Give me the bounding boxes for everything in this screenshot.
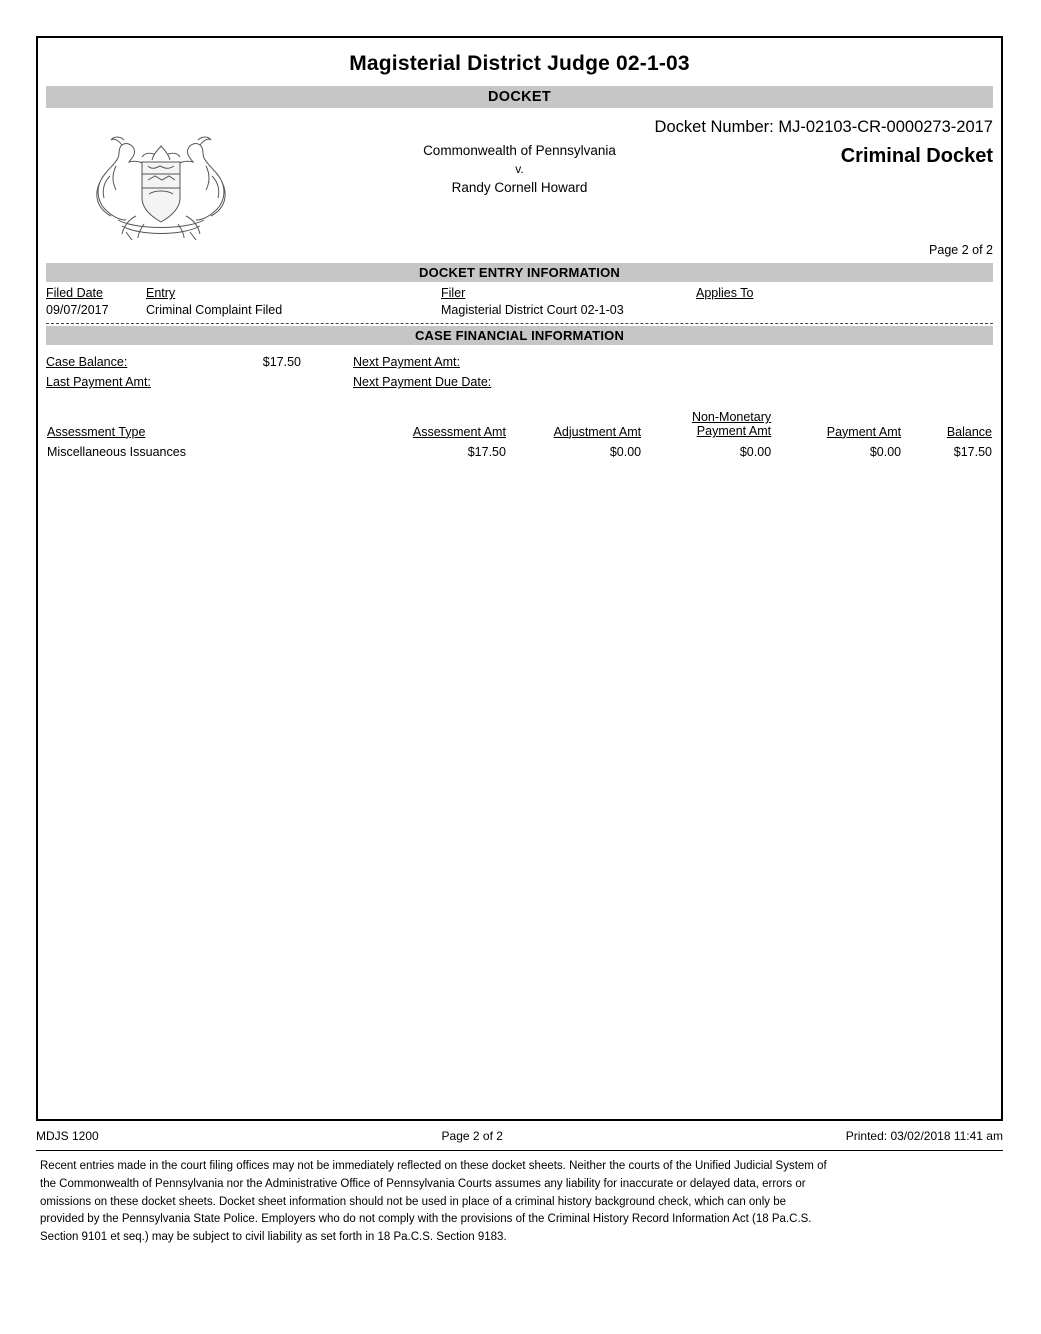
page-indicator-footer: Page 2 of 2	[441, 1129, 503, 1143]
case-balance-value: $17.50	[262, 355, 301, 369]
table-row	[46, 441, 993, 460]
column-payment-amt: Payment Amt	[826, 424, 902, 439]
page-footer	[36, 1129, 1003, 1143]
case-balance-label: Case Balance:	[46, 355, 128, 369]
page-title: Magisterial District Judge 02-1-03	[349, 52, 690, 75]
disclaimer-line: provided by the Pennsylvania State Police. Employers who do not comply with the provisions of the Criminal History Record Information Act (18 Pa.C.S.	[40, 1213, 812, 1226]
cell-entry: Criminal Complaint Filed	[146, 303, 283, 317]
cell-payment-amt: $0.00	[869, 444, 902, 459]
page-indicator-header: Page 2 of 2	[929, 243, 993, 257]
column-non-monetary-line2: Payment Amt	[696, 424, 772, 439]
next-payment-amt-label: Next Payment Amt:	[353, 355, 460, 369]
column-filer: Filer	[441, 286, 466, 300]
disclaimer-line: omissions on these docket sheets. Docket sheet information should not be used in place of a criminal history background check, which can only be	[40, 1195, 786, 1208]
column-applies-to: Applies To	[696, 286, 754, 300]
form-id: MDJS 1200	[36, 1129, 99, 1143]
column-entry: Entry	[146, 286, 176, 300]
docket-entry-information-band: DOCKET ENTRY INFORMATION	[46, 263, 993, 282]
last-payment-amt-label: Last Payment Amt:	[46, 375, 151, 389]
cell-assessment-type: Miscellaneous Issuances	[47, 444, 186, 459]
disclaimer-line: Recent entries made in the court filing offices may not be immediately reflected on these docket sheets. Neither the courts of the Unified Judicial System of	[40, 1160, 827, 1172]
commonwealth-line: Commonwealth of Pennsylvania	[423, 143, 616, 158]
last-payment-amt-value	[196, 375, 353, 389]
cell-adjustment-amt: $0.00	[609, 444, 642, 459]
column-non-monetary-payment-amt	[642, 409, 772, 441]
cell-non-monetary-payment-amt: $0.00	[739, 444, 772, 459]
column-assessment-amt: Assessment Amt	[412, 424, 506, 439]
docket-header-area	[46, 108, 993, 263]
column-non-monetary-line1: Non-Monetary	[691, 410, 772, 424]
column-assessment-type: Assessment Type	[47, 424, 146, 439]
pennsylvania-coat-of-arms-seal-icon	[56, 116, 266, 251]
row-divider	[46, 322, 993, 324]
case-financial-information-band: CASE FINANCIAL INFORMATION	[46, 326, 993, 345]
disclaimer-line: the Commonwealth of Pennsylvania nor the Administrative Office of Pennsylvania Courts assumes any liability for inaccurate or delayed data, errors or	[40, 1177, 806, 1190]
versus-line: v.	[515, 162, 524, 176]
cell-balance: $17.50	[953, 444, 992, 459]
case-financial-summary	[46, 345, 993, 395]
table-row	[46, 300, 993, 317]
disclaimer-text	[40, 1158, 890, 1247]
docket-entry-columns	[46, 282, 993, 300]
docket-type: Criminal Docket	[840, 145, 993, 167]
disclaimer-line: Section 9101 et seq.) may be subject to civil liability as set forth in 18 Pa.C.S. Section 9183.	[40, 1231, 507, 1244]
docket-number-value: MJ-02103-CR-0000273-2017	[778, 118, 993, 136]
docket-band: DOCKET	[46, 86, 993, 108]
cell-applies-to	[696, 303, 896, 317]
cell-filer: Magisterial District Court 02-1-03	[441, 303, 624, 317]
printed-timestamp: Printed: 03/02/2018 11:41 am	[845, 1129, 1003, 1143]
cell-assessment-amt: $17.50	[467, 444, 506, 459]
docket-page	[36, 36, 1003, 1121]
docket-number-label: Docket Number:	[654, 118, 774, 136]
column-adjustment-amt: Adjustment Amt	[553, 424, 642, 439]
assessment-table	[46, 409, 993, 460]
cell-filed-date: 09/07/2017	[46, 303, 109, 317]
defendant-name: Randy Cornell Howard	[451, 180, 588, 195]
column-filed-date: Filed Date	[46, 286, 103, 300]
next-payment-due-date-label: Next Payment Due Date:	[353, 375, 492, 389]
column-balance: Balance	[946, 424, 992, 439]
footer-divider	[36, 1150, 1003, 1151]
assessment-table-header	[46, 409, 993, 441]
